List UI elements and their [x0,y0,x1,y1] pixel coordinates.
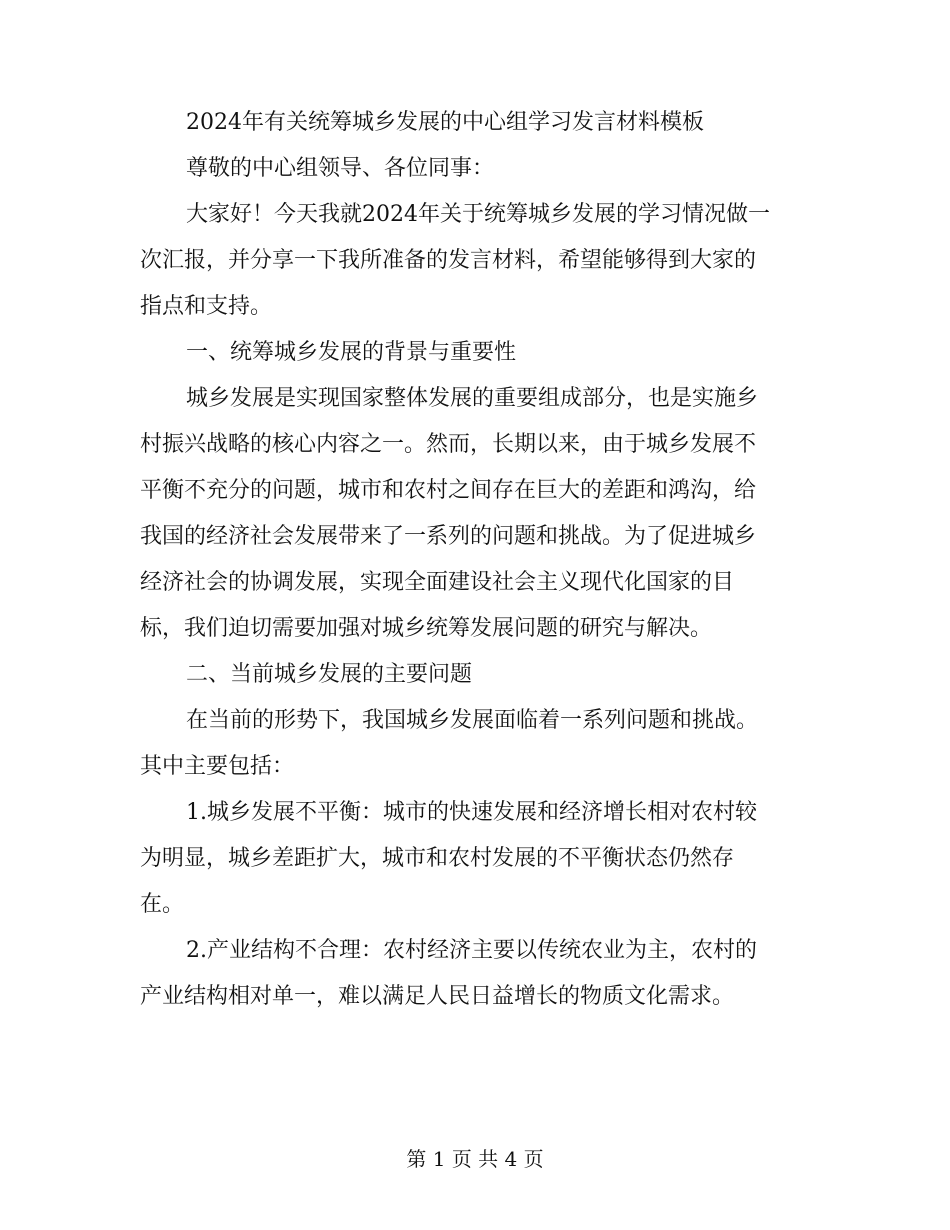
list-item-1-line: 为明显，城乡差距扩大，城市和农村发展的不平衡状态仍然存 [140,846,735,871]
document-body [140,100,815,1020]
section2-heading: 二、当前城乡发展的主要问题 [186,662,473,687]
section1-line: 村振兴战略的核心内容之一。然而，长期以来，由于城乡发展不 [140,432,757,457]
section1-line: 平衡不充分的问题，城市和农村之间存在巨大的差距和鸿沟，给 [140,478,757,503]
list-item-2-line: 产业结构相对单一，难以满足人民日益增长的物质文化需求。 [140,984,735,1009]
page-number-footer: 第 1 页 共 4 页 [406,1147,544,1171]
document-title: 2024年有关统筹城乡发展的中心组学习发言材料模板 [186,110,704,135]
section1-line: 标，我们迫切需要加强对城乡统筹发展问题的研究与解决。 [140,616,713,641]
intro-line: 大家好！今天我就2024年关于统筹城乡发展的学习情况做一 [186,202,770,227]
list-item-2-line: 2.产业结构不合理：农村经济主要以传统农业为主，农村的 [186,938,757,963]
list-item-1-line: 1.城乡发展不平衡：城市的快速发展和经济增长相对农村较 [186,800,757,825]
list-item-1-line: 在。 [140,892,185,917]
intro-line: 指点和支持。 [140,294,273,319]
section2-line: 其中主要包括： [140,754,295,779]
section1-line: 城乡发展是实现国家整体发展的重要组成部分，也是实施乡 [186,386,759,411]
section1-heading: 一、统筹城乡发展的背景与重要性 [186,340,517,365]
section1-line: 经济社会的协调发展，实现全面建设社会主义现代化国家的目 [140,570,735,595]
section1-line: 我国的经济社会发展带来了一系列的问题和挑战。为了促进城乡 [140,524,757,549]
salutation: 尊敬的中心组领导、各位同事： [186,156,495,181]
intro-line: 次汇报，并分享一下我所准备的发言材料，希望能够得到大家的 [140,248,757,273]
section2-line: 在当前的形势下，我国城乡发展面临着一系列问题和挑战。 [186,708,759,733]
